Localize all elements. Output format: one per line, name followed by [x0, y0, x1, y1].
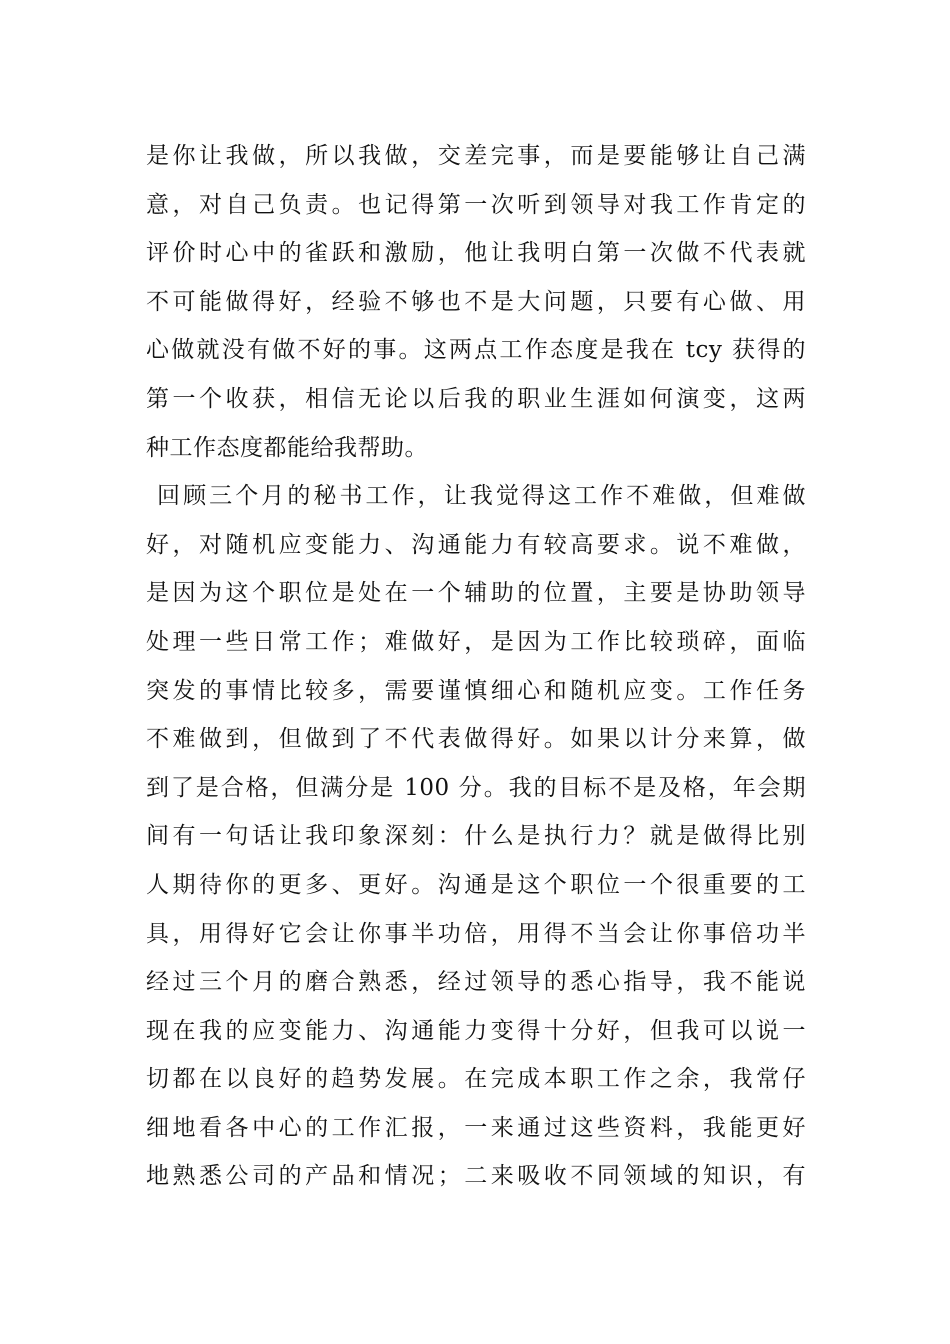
- paragraph-start-line: 回顾三个月的秘书工作，让我觉得这工作不难做，但难做: [157, 483, 806, 510]
- text-line: 评价时心中的雀跃和激励，他让我明白第一次做不代表就: [146, 240, 806, 267]
- text-line: 地熟悉公司的产品和情况；二来吸收不同领域的知识，有: [146, 1163, 806, 1190]
- text-line: 是你让我做，所以我做，交差完事，而是要能够让自己满: [146, 143, 806, 169]
- text-line: 不难做到，但做到了不代表做得好。如果以计分来算，做: [146, 726, 806, 753]
- text-line: 处理一些日常工作；难做好，是因为工作比较琐碎，面临: [146, 628, 806, 655]
- text-line: 到了是合格，但满分是 100 分。我的目标不是及格，年会期: [146, 774, 806, 801]
- text-line: 切都在以良好的趋势发展。在完成本职工作之余，我常仔: [146, 1066, 806, 1093]
- text-line: 细地看各中心的工作汇报，一来通过这些资料，我能更好: [146, 1114, 806, 1141]
- text-line: 不可能做得好，经验不够也不是大问题，只要有心做、用: [146, 288, 806, 315]
- text-line: 意，对自己负责。也记得第一次听到领导对我工作肯定的: [146, 191, 806, 218]
- body-text: [146, 132, 806, 1201]
- text-line: 种工作态度都能给我帮助。: [146, 434, 428, 461]
- text-line: 是因为这个职位是处在一个辅助的位置，主要是协助领导: [146, 580, 806, 607]
- text-line: 好，对随机应变能力、沟通能力有较高要求。说不难做，: [146, 531, 806, 558]
- text-line: 经过三个月的磨合熟悉，经过领导的悉心指导，我不能说: [146, 969, 806, 996]
- text-line: 心做就没有做不好的事。这两点工作态度是我在 tcy 获得的: [146, 337, 806, 364]
- text-line: 人期待你的更多、更好。沟通是这个职位一个很重要的工: [146, 871, 806, 898]
- text-line: 第一个收获，相信无论以后我的职业生涯如何演变，这两: [146, 385, 806, 412]
- text-line: 现在我的应变能力、沟通能力变得十分好，但我可以说一: [146, 1017, 806, 1044]
- text-line: 突发的事情比较多，需要谨慎细心和随机应变。工作任务: [146, 677, 806, 704]
- text-line: 间有一句话让我印象深刻：什么是执行力？就是做得比别: [146, 823, 806, 850]
- text-line: 具，用得好它会让你事半功倍，用得不当会让你事倍功半: [146, 920, 806, 947]
